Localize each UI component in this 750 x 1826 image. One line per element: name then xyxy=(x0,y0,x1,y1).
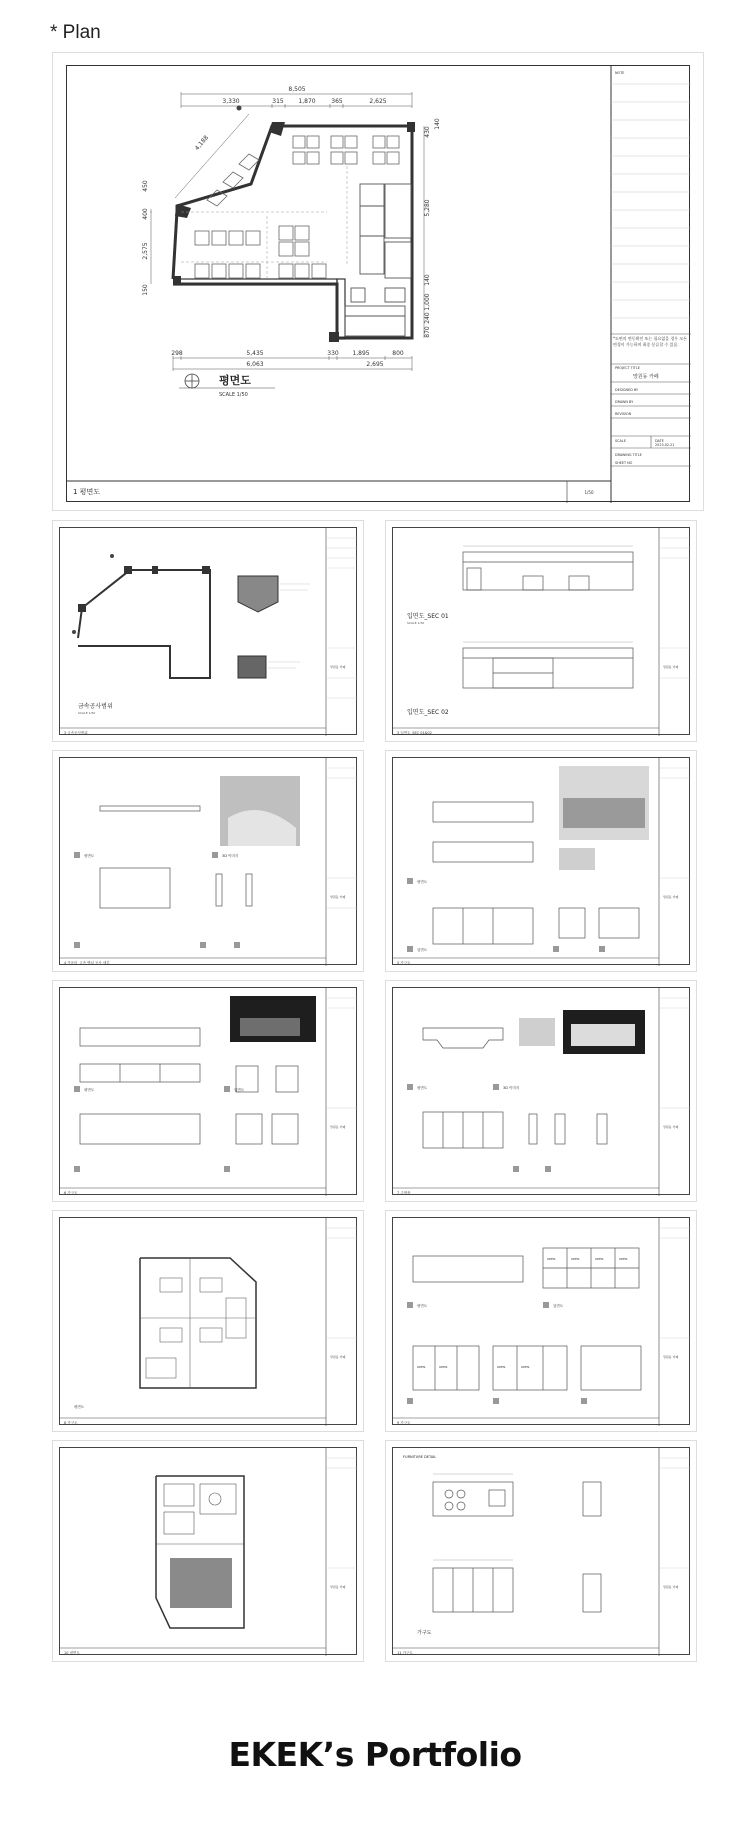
sheet-thumbnail-5 xyxy=(52,980,364,1202)
thumb-2-scale: SCALE 1/30 xyxy=(407,621,425,625)
dim-right-2: 140 xyxy=(434,118,441,130)
tb-note: NOTE xyxy=(615,71,625,75)
thumb-8-label-2: 입면도 xyxy=(553,1304,564,1308)
thumb-5-project: 망원동 카페 xyxy=(330,1125,346,1129)
thumb-9-project: 망원동 카페 xyxy=(330,1585,346,1589)
dim-bottom-total-1: 6,063 xyxy=(246,361,264,368)
thumb-8-footer: 9 가구도 xyxy=(397,1421,411,1425)
dim-right-6: 240 xyxy=(424,312,431,324)
thumb-7-label: 평면도 xyxy=(74,1405,85,1409)
thumb-10-footer: 11 가구도 xyxy=(397,1651,413,1655)
sheet-thumbnail-3 xyxy=(52,750,364,972)
sheet-thumbnail-2 xyxy=(385,520,697,742)
tb-project-label: PROJECT TITLE xyxy=(615,366,640,370)
thumb-10-project: 망원동 카페 xyxy=(663,1585,679,1589)
dim-bottom-3: 330 xyxy=(327,350,339,357)
open-tag-5: OPEN xyxy=(417,1365,426,1369)
tb-drawn-by: DRAWN BY xyxy=(615,400,634,404)
open-tag-8: OPEN xyxy=(521,1365,530,1369)
portfolio-title: EKEK’s Portfolio xyxy=(228,1735,522,1774)
dim-top-5: 2,625 xyxy=(369,98,387,105)
thumb-10-label: 가구도 xyxy=(417,1630,432,1636)
sheet-thumbnail-8 xyxy=(385,1210,697,1432)
dim-bottom-4: 1,895 xyxy=(352,350,370,357)
sheet-thumbnail-9 xyxy=(52,1440,364,1662)
thumb-4-footer: 5 가구도 xyxy=(397,961,411,965)
thumb-6-project: 망원동 카페 xyxy=(663,1125,679,1129)
dim-right-5: 1,000 xyxy=(424,293,431,311)
thumb-5-footer: 6 가구도 xyxy=(64,1191,78,1195)
thumb-5-label: 평면도 xyxy=(84,1088,95,1092)
thumb-4-label-2: 입면도 xyxy=(417,948,428,952)
open-tag-6: OPEN xyxy=(439,1365,448,1369)
dim-top-4: 365 xyxy=(331,98,343,105)
thumb-1-project: 망원동 카페 xyxy=(330,665,346,669)
sheet-label: 1 평면도 xyxy=(73,488,100,496)
dim-top-2: 315 xyxy=(272,98,284,105)
tb-drawing-title: DRAWING TITLE xyxy=(615,453,642,457)
thumb-1-scale: SCALE 1/50 xyxy=(78,711,96,715)
tb-date-value: 2023.02.21 xyxy=(655,443,675,447)
thumb-7-project: 망원동 카페 xyxy=(330,1355,346,1359)
sheet-thumbnail-6 xyxy=(385,980,697,1202)
dim-left-1: 450 xyxy=(142,180,149,192)
thumb-4-project: 망원동 카페 xyxy=(663,895,679,899)
thumb-2-label: 입면도_SEC 01 xyxy=(407,613,449,620)
dim-left-2: 400 xyxy=(142,208,149,220)
tb-date: DATE xyxy=(655,439,664,443)
dim-top-1: 3,330 xyxy=(222,98,240,105)
thumb-2-project: 망원동 카페 xyxy=(663,665,679,669)
dim-bottom-5: 800 xyxy=(392,350,404,357)
sheet-thumbnail-4 xyxy=(385,750,697,972)
thumb-8-project: 망원동 카페 xyxy=(663,1355,679,1359)
dim-bottom-1: 298 xyxy=(171,350,183,357)
floor-plan-drawing xyxy=(67,66,691,503)
sheet-thumbnail-1 xyxy=(52,520,364,742)
dim-top-overall: 8,505 xyxy=(288,86,306,93)
plan-title: 평면도 xyxy=(219,374,251,387)
dim-bottom-total-2: 2,695 xyxy=(366,361,384,368)
main-plan-sheet xyxy=(66,65,690,502)
open-tag-1: OPEN xyxy=(547,1257,556,1261)
thumb-6-footer: 7 주방장 xyxy=(397,1191,411,1195)
thumb-1-label: 금속공사범위 xyxy=(78,703,113,710)
thumb-2-label-2: 입면도_SEC 02 xyxy=(407,709,449,716)
tb-scale: SCALE xyxy=(615,439,626,443)
sheet-thumbnail-10 xyxy=(385,1440,697,1662)
thumb-6-label-2: 3D 이미지 xyxy=(503,1086,520,1090)
thumb-4-label: 평면도 xyxy=(417,880,428,884)
sheet-thumbnail-7 xyxy=(52,1210,364,1432)
dim-right-3: 5,280 xyxy=(424,199,431,217)
sheet-scale: 1/50 xyxy=(584,490,594,495)
dim-left-3: 2,575 xyxy=(142,242,149,260)
plan-scale: SCALE 1/50 xyxy=(219,392,248,398)
dim-bottom-2: 5,435 xyxy=(246,350,264,357)
dim-diagonal: 4,188 xyxy=(193,134,211,152)
thumb-1-footer: 3 금속공사범위 xyxy=(64,731,88,735)
thumb-7-footer: 8 가구도 xyxy=(64,1421,78,1425)
open-tag-4: OPEN xyxy=(619,1257,628,1261)
tb-revision: REVISION xyxy=(615,412,632,416)
thumb-2-footer: 3 입면도_SEC 01&02 xyxy=(397,731,432,735)
open-tag-2: OPEN xyxy=(571,1257,580,1261)
tb-sheet-no: SHEET NO xyxy=(615,461,633,465)
thumb-6-label: 평면도 xyxy=(417,1086,428,1090)
dim-right-1: 430 xyxy=(424,126,431,138)
thumb-5-label-2: 입면도 xyxy=(234,1088,245,1092)
thumb-3-label: 평면도 xyxy=(84,854,95,858)
thumb-3-project: 망원동 카페 xyxy=(330,895,346,899)
tb-designed-by: DESIGNED BY xyxy=(615,388,639,392)
tb-remark: *도면의 변동확인 또는 필요없을 경우 모든 변경이 가능하며 최종 분류할 수 있음. xyxy=(613,336,688,347)
section-heading: * Plan xyxy=(50,22,101,43)
tb-project-title: 망원동 카페 xyxy=(633,374,659,380)
thumb-3-label-2: 3D 이미지 xyxy=(222,854,239,858)
thumb-8-label: 평면도 xyxy=(417,1304,428,1308)
open-tag-3: OPEN xyxy=(595,1257,604,1261)
thumb-10-header: FURNITURE DETAIL xyxy=(403,1455,437,1459)
thumb-3-footer: 4 카운터_금속 벤치 공사 세부 xyxy=(64,961,110,965)
dim-right-7: 870 xyxy=(424,326,431,338)
dim-right-4: 140 xyxy=(424,274,431,286)
open-tag-7: OPEN xyxy=(497,1365,506,1369)
dim-top-3: 1,870 xyxy=(298,98,316,105)
thumb-9-footer: 10 평면도 xyxy=(64,1651,80,1655)
dim-left-4: 150 xyxy=(142,284,149,296)
